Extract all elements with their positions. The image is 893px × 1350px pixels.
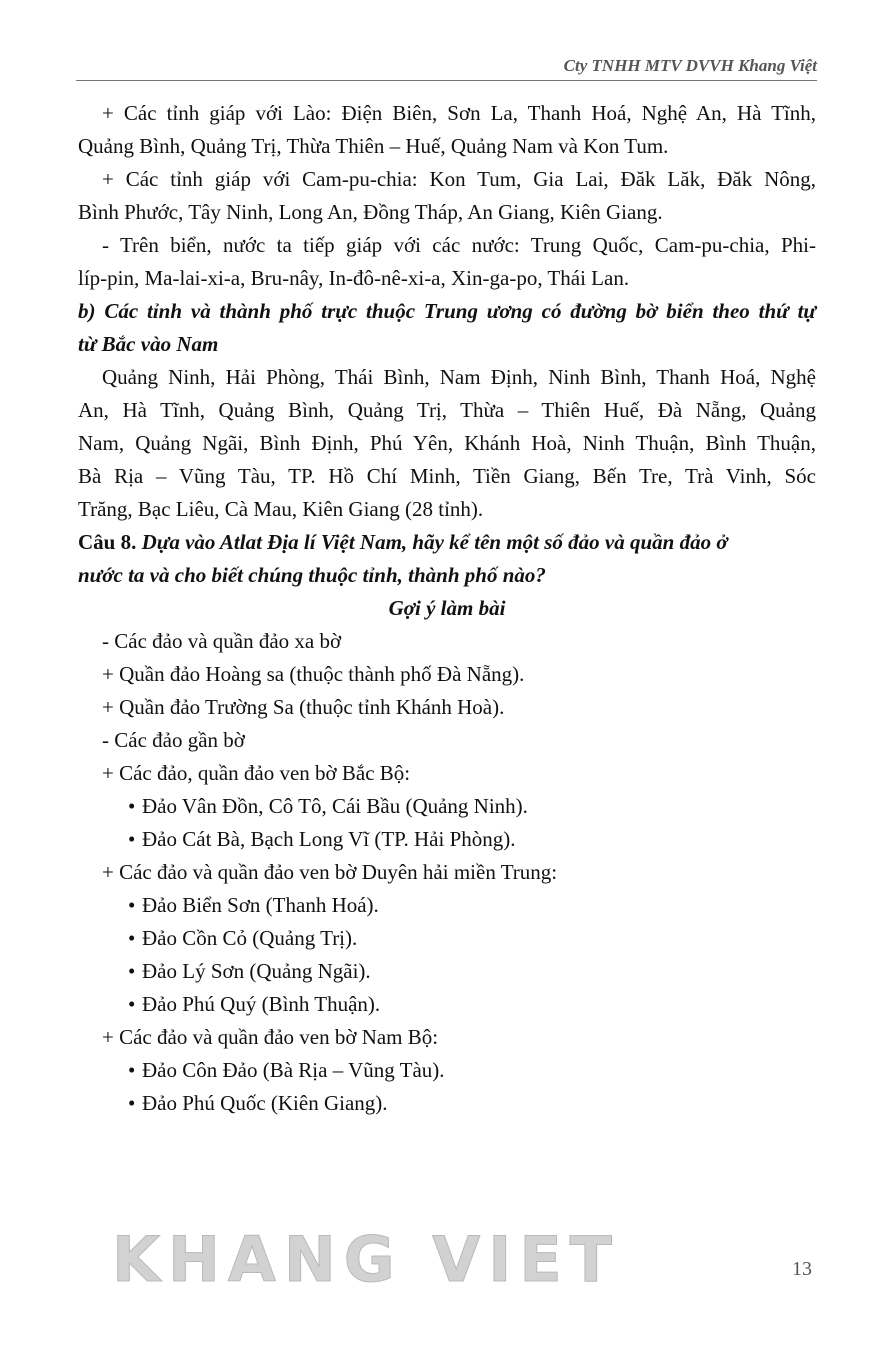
page-number: 13 (792, 1258, 812, 1280)
bullet-icon: • (128, 893, 136, 917)
section-heading: từ Bắc vào Nam (78, 332, 219, 356)
bullet-item: • Đảo Biển Sơn (Thanh Hoá). (78, 889, 816, 922)
publisher-name: Cty TNHH MTV DVVH Khang Việt (563, 56, 817, 75)
text-line: Quảng Ninh, Hải Phòng, Thái Bình, Nam Định, Ninh Bình, Thanh Hoá, Nghệ (102, 365, 816, 389)
text-line: Bình Phước, Tây Ninh, Long An, Đồng Tháp, An Giang, Kiên Giang. (78, 200, 663, 224)
text-line: - Trên biển, nước ta tiếp giáp với các nước: Trung Quốc, Cam-pu-chia, Phi- (102, 233, 816, 257)
watermark-logo: KHANG VIET (112, 1223, 620, 1296)
list-item: + Quần đảo Hoàng sa (thuộc thành phố Đà Nẵng). (102, 662, 525, 686)
text-line: Bà Rịa – Vũng Tàu, TP. Hồ Chí Minh, Tiền Giang, Bến Tre, Trà Vinh, Sóc (78, 464, 816, 488)
bullet-icon: • (128, 827, 136, 851)
bullet-item: • Đảo Côn Đảo (Bà Rịa – Vũng Tàu). (78, 1054, 816, 1087)
bullet-icon: • (128, 926, 136, 950)
list-item: + Các đảo và quần đảo ven bờ Duyên hải miền Trung: (102, 860, 558, 884)
bullet-icon: • (128, 992, 136, 1016)
list-item: - Các đảo và quần đảo xa bờ (102, 629, 342, 653)
question-text: Dựa vào Atlat Địa lí Việt Nam, hãy kể tên một số đảo và quần đảo ở (141, 530, 728, 554)
list-item: + Quần đảo Trường Sa (thuộc tỉnh Khánh Hoà). (102, 695, 505, 719)
question-line (78, 526, 816, 559)
list-item: + Các đảo và quần đảo ven bờ Nam Bộ: (102, 1025, 439, 1049)
list-item: + Các đảo, quần đảo ven bờ Bắc Bộ: (102, 761, 411, 785)
bullet-item: • Đảo Phú Quý (Bình Thuận). (78, 988, 816, 1021)
bullet-item: • Đảo Vân Đồn, Cô Tô, Cái Bầu (Quảng Ninh). (78, 790, 816, 823)
bullet-icon: • (128, 1058, 136, 1082)
bullet-item: • Đảo Lý Sơn (Quảng Ngãi). (78, 955, 816, 988)
page-header (76, 54, 817, 81)
question-number: Câu 8. (78, 530, 137, 554)
bullet-item: • Đảo Cát Bà, Bạch Long Vĩ (TP. Hải Phòng). (78, 823, 816, 856)
bullet-icon: • (128, 1091, 136, 1115)
text-line: líp-pin, Ma-lai-xi-a, Bru-nây, In-đô-nê-xi-a, Xin-ga-po, Thái Lan. (78, 266, 630, 290)
bullet-item: • Đảo Phú Quốc (Kiên Giang). (78, 1087, 816, 1120)
question-text: nước ta và cho biết chúng thuộc tỉnh, thành phố nào? (78, 563, 546, 587)
bullet-icon: • (128, 794, 136, 818)
hint-heading: Gợi ý làm bài (388, 596, 506, 620)
list-item: - Các đảo gần bờ (102, 728, 245, 752)
section-heading: b) Các tỉnh và thành phố trực thuộc Trung ương có đường bờ biển theo thứ tự (78, 299, 816, 323)
text-line: An, Hà Tĩnh, Quảng Bình, Quảng Trị, Thừa – Thiên Huế, Đà Nẵng, Quảng (78, 398, 816, 422)
text-line: + Các tỉnh giáp với Cam-pu-chia: Kon Tum, Gia Lai, Đăk Lăk, Đăk Nông, (102, 167, 816, 191)
page-content (78, 97, 816, 1120)
bullet-item: • Đảo Cồn Cỏ (Quảng Trị). (78, 922, 816, 955)
text-line: Trăng, Bạc Liêu, Cà Mau, Kiên Giang (28 tỉnh). (78, 497, 484, 521)
bullet-icon: • (128, 959, 136, 983)
text-line: Quảng Bình, Quảng Trị, Thừa Thiên – Huế, Quảng Nam và Kon Tum. (78, 134, 669, 158)
text-line: Nam, Quảng Ngãi, Bình Định, Phú Yên, Khánh Hoà, Ninh Thuận, Bình Thuận, (78, 431, 816, 455)
text-line: + Các tỉnh giáp với Lào: Điện Biên, Sơn La, Thanh Hoá, Nghệ An, Hà Tĩnh, (102, 101, 816, 125)
